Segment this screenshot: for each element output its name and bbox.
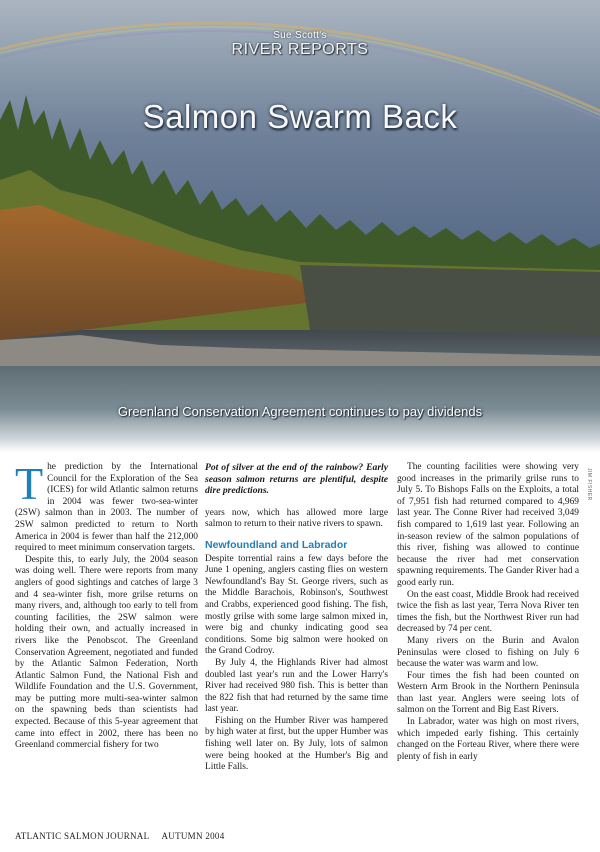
kicker-section: RIVER REPORTS [231,41,369,58]
lead-paragraph [15,458,198,555]
body-paragraph: Despite torrential rains a few days before the June 1 opening, anglers casting flies on western Newfoundland's Bay St. George rivers, such as the Middle Barachois, Robinson's, Southwest and Crabbs, experienced good fishing. The fish, mostly grilse with some large salmon mixed in, were big and chunky indicating good sea conditions. Some big salmon were hooked on the Grand Codroy. [205,553,388,657]
body-paragraph: On the east coast, Middle Brook had received twice the fish as last year, Terra Nova River ten times the fish, but the Northwest River run had decreased by 74 per cent. [397,589,579,635]
continuation-paragraph: years now, which has allowed more large salmon to return to their native rivers to spawn. [205,507,388,530]
article-column-2 [205,462,388,774]
body-paragraph: Many rivers on the Burin and Avalon Peninsulas were closed to fishing on July 6 because the water was warm and low. [397,635,579,670]
body-paragraph: By July 4, the Highlands River had almost doubled last year's run and the Lower Harry's River had received 980 fish. This is better than the 822 fish that had returned by the same time last year. [205,657,388,715]
pull-quote: Pot of silver at the end of the rainbow? Early season salmon returns are plentiful, despite dire predictions. [205,462,388,497]
body-paragraph: Fishing on the Humber River was hampered by high water at first, but the upper Humber was fishing well later on. By July, lots of salmon were being hooked at the Humber's Big and Little Falls. [205,715,388,773]
page-title: Salmon Swarm Back [142,98,458,135]
kicker-author: Sue Scott's [273,30,327,41]
issue-date: AUTUMN 2004 [161,831,225,841]
section-heading-newfoundland: Newfoundland and Labrador [205,538,348,551]
body-paragraph: Four times the fish had been counted on Western Arm Brook in the Northern Peninsula than last year. Anglers were seeing lots of salmon on the Torrent and Big East Rivers. [397,670,579,716]
page-footer [15,831,235,841]
article-column-3 [397,462,579,763]
body-paragraph: The counting facilities were showing very good increases in the primarily grilse runs to July 5. To Bishops Falls on the Exploits, a total of 7,951 fish had returned compared to 4,969 last year. The Conne River had received 3,049 fish compared to 1,619 last year. Following an in-season review of the salmon populations of this river, fishing was allowed to continue because the river had met conservation spawning requirements. The Gander River had a good early run. [397,462,579,588]
publication-name: ATLANTIC SALMON JOURNAL [15,831,150,841]
body-paragraph: In Labrador, water was high on most rivers, which impeded early fishing. This certainly changed on the Forteau River, where there were plenty of fish in early [397,717,579,762]
article-column-1 [15,458,198,752]
photo-credit: JIM FISHER [586,468,592,501]
dropcap: T [15,458,44,509]
subtitle-deck: Greenland Conservation Agreement continues to pay dividends [117,404,483,419]
lead-paragraph-text: he prediction by the International Council for the Exploration of the Sea (ICES) for wild Atlantic salmon returns in 2004 was fewer two-sea-winter (2SW) salmon than in 2003. The number of 2SW salmon predicted to return to North America in 2004 is fewer than half the 212,000 required to meet minimum conservation targets. [15,462,198,554]
body-paragraph: Despite this, to early July, the 2004 season was doing well. There were reports from many anglers of good sightings and catches of large 3 and 4 sea-winter fish, more grilse returns on many rivers, and, although too early to tell from counting facilities, the 2SW salmon were holding their own, and actually increased in rivers like the Penobscot. The Greenland Conservation Agreement, negotiated and funded by the Atlantic Salmon Federation, North Atlantic Salmon Fund, the National Fish and Wildlife Foundation and the U.S. Government, may be putting more multi-sea-winter salmon on the spawning beds than scientists had expected. Because of this 5-year agreement that came into effect in 2002, there has been no Greenland commercial fishery for two [15,554,198,751]
